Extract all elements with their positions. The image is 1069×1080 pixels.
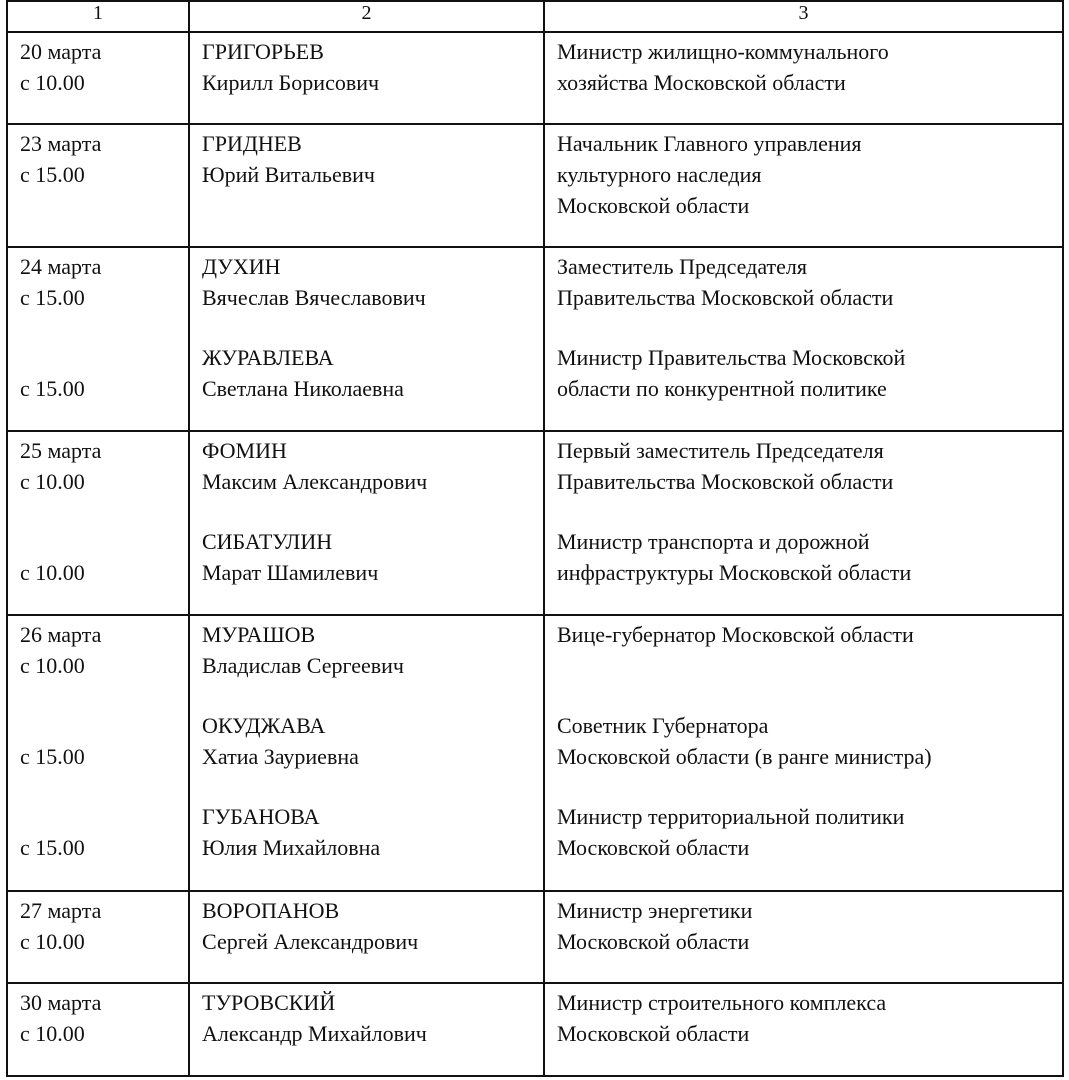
meeting-time: с 10.00 xyxy=(20,469,85,494)
meeting-time: с 15.00 xyxy=(20,744,85,769)
person-surname: ГРИГОРЬЕВ xyxy=(202,39,324,64)
position-line: Министр Правительства Московской xyxy=(557,345,906,370)
meeting-date: 20 марта xyxy=(20,39,102,64)
position-spacer xyxy=(557,650,1062,681)
person-surname: ДУХИН xyxy=(202,254,281,279)
person-surname: ТУРОВСКИЙ xyxy=(202,990,336,1015)
table-row xyxy=(7,431,1063,615)
person-given-name: Максим Александрович xyxy=(202,469,428,494)
person-surname: ФОМИН xyxy=(202,438,287,463)
header-col-1: 1 xyxy=(7,1,189,32)
position-line: Начальник Главного управления xyxy=(557,131,862,156)
position-cell xyxy=(544,32,1063,124)
position-line: Московской области xyxy=(557,1021,750,1046)
position-cell xyxy=(544,124,1063,247)
date-cell xyxy=(7,891,189,983)
header-col-2: 2 xyxy=(189,1,544,32)
schedule-body xyxy=(7,32,1063,1076)
table-row xyxy=(7,891,1063,983)
date-cell xyxy=(7,124,189,247)
meeting-date: 23 марта xyxy=(20,131,102,156)
position-line: Министр жилищно-коммунального xyxy=(557,39,889,64)
position-line: Правительства Московской области xyxy=(557,285,894,310)
meeting-date: 24 марта xyxy=(20,254,102,279)
person-given-name: Владислав Сергеевич xyxy=(202,653,404,678)
person-given-name: Юрий Витальевич xyxy=(202,162,375,187)
date-cell xyxy=(7,247,189,431)
position-line: области по конкурентной политике xyxy=(557,376,887,401)
position-cell xyxy=(544,983,1063,1076)
table-row xyxy=(7,247,1063,431)
person-given-name: Хатиа Зауриевна xyxy=(202,744,359,769)
position-line: культурного наследия xyxy=(557,162,762,187)
person-surname: ВОРОПАНОВ xyxy=(202,898,340,923)
meeting-date: 30 марта xyxy=(20,990,102,1015)
position-cell xyxy=(544,431,1063,615)
date-spacer xyxy=(20,801,188,832)
date-cell xyxy=(7,32,189,124)
position-line: Заместитель Председателя xyxy=(557,254,807,279)
meeting-time: с 15.00 xyxy=(20,285,85,310)
meeting-time: с 10.00 xyxy=(20,1021,85,1046)
position-cell xyxy=(544,615,1063,891)
person-surname: МУРАШОВ xyxy=(202,622,316,647)
meeting-time: с 10.00 xyxy=(20,560,85,585)
table-row xyxy=(7,615,1063,891)
table-row xyxy=(7,124,1063,247)
position-cell xyxy=(544,247,1063,431)
position-line: Правительства Московской области xyxy=(557,469,894,494)
meeting-time: с 15.00 xyxy=(20,162,85,187)
person-surname: СИБАТУЛИН xyxy=(202,529,333,554)
person-cell xyxy=(189,247,544,431)
person-given-name: Сергей Александрович xyxy=(202,929,419,954)
person-given-name: Светлана Николаевна xyxy=(202,376,404,401)
schedule-table xyxy=(6,0,1064,1077)
position-line: Первый заместитель Председателя xyxy=(557,438,884,463)
position-line: Московской области xyxy=(557,835,750,860)
position-line: инфраструктуры Московской области xyxy=(557,560,912,585)
meeting-time: с 10.00 xyxy=(20,653,85,678)
position-line: Министр территориальной политики xyxy=(557,804,905,829)
position-line: хозяйства Московской области xyxy=(557,70,846,95)
position-line: Министр транспорта и дорожной xyxy=(557,529,870,554)
person-cell xyxy=(189,983,544,1076)
person-given-name: Вячеслав Вячеславович xyxy=(202,285,426,310)
date-spacer xyxy=(20,526,188,557)
position-line: Министр строительного комплекса xyxy=(557,990,887,1015)
person-cell xyxy=(189,615,544,891)
meeting-date: 26 марта xyxy=(20,622,102,647)
date-spacer xyxy=(20,342,188,373)
person-surname: ОКУДЖАВА xyxy=(202,713,326,738)
person-surname: ГУБАНОВА xyxy=(202,804,320,829)
position-line: Вице-губернатор Московской области xyxy=(557,622,914,647)
meeting-time: с 15.00 xyxy=(20,835,85,860)
position-cell xyxy=(544,891,1063,983)
person-cell xyxy=(189,32,544,124)
date-cell xyxy=(7,983,189,1076)
meeting-date: 27 марта xyxy=(20,898,102,923)
table-row xyxy=(7,32,1063,124)
person-given-name: Марат Шамилевич xyxy=(202,560,379,585)
person-surname: ГРИДНЕВ xyxy=(202,131,302,156)
position-line: Московской области xyxy=(557,193,750,218)
position-line: Советник Губернатора xyxy=(557,713,769,738)
date-cell xyxy=(7,615,189,891)
date-cell xyxy=(7,431,189,615)
meeting-date: 25 марта xyxy=(20,438,102,463)
person-cell xyxy=(189,431,544,615)
table-row xyxy=(7,983,1063,1076)
header-row xyxy=(7,1,1063,32)
person-given-name: Кирилл Борисович xyxy=(202,70,380,95)
meeting-time: с 10.00 xyxy=(20,70,85,95)
header-col-3: 3 xyxy=(544,1,1063,32)
person-surname: ЖУРАВЛЕВА xyxy=(202,345,334,370)
person-given-name: Юлия Михайловна xyxy=(202,835,381,860)
position-line: Московской области xyxy=(557,929,750,954)
person-given-name: Александр Михайлович xyxy=(202,1021,427,1046)
meeting-time: с 10.00 xyxy=(20,929,85,954)
position-line: Министр энергетики xyxy=(557,898,753,923)
person-cell xyxy=(189,124,544,247)
meeting-time: с 15.00 xyxy=(20,376,85,401)
position-line: Московской области (в ранге министра) xyxy=(557,744,932,769)
date-spacer xyxy=(20,710,188,741)
person-cell xyxy=(189,891,544,983)
